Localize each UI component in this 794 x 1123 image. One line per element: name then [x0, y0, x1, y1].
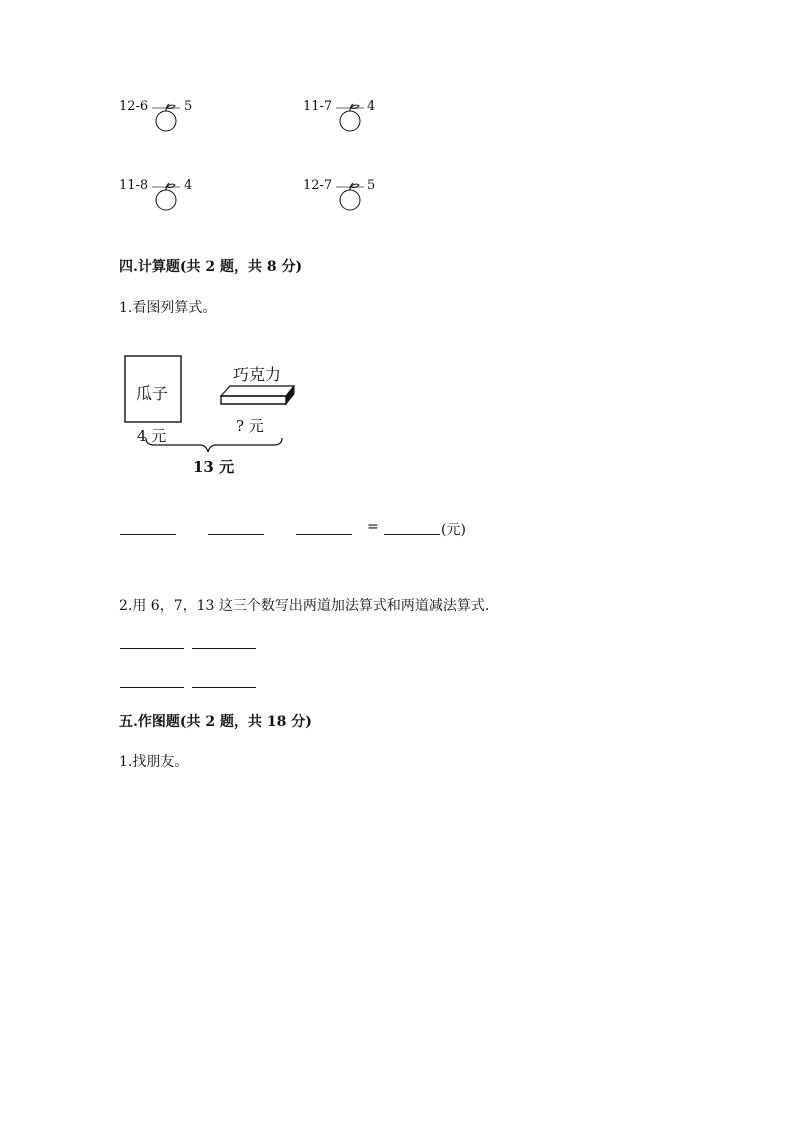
apple-icon[interactable] [334, 179, 366, 211]
chocolate-front-face [221, 396, 286, 404]
comparison-left: 11-7 [303, 99, 333, 114]
section-heading-4: 四.计算题(共 2 题，共 8 分) [119, 259, 303, 275]
total-brace [146, 438, 282, 452]
unit-label: (元) [441, 522, 466, 538]
comparison-right: 5 [184, 99, 193, 114]
answer-blank[interactable] [120, 687, 184, 688]
answer-blank[interactable] [208, 534, 264, 535]
chocolate-label: 巧克力 [233, 365, 282, 384]
answer-blank[interactable] [296, 534, 352, 535]
seed-price: 4 元 [137, 427, 167, 445]
answer-blank[interactable] [120, 534, 176, 535]
question-prompt: 2.用 6，7，13 这三个数写出两道加法算式和两道减法算式. [119, 598, 490, 614]
answer-blank[interactable] [384, 534, 440, 535]
seed-box-label: 瓜子 [136, 384, 169, 403]
comparison-left: 11-8 [119, 178, 149, 193]
apple-icon[interactable] [150, 179, 182, 211]
answer-blank[interactable] [120, 648, 184, 649]
equals-sign: = [367, 519, 379, 535]
question-prompt: 1.看图列算式。 [119, 300, 217, 316]
answer-blank[interactable] [192, 648, 256, 649]
comparison-right: 5 [367, 178, 376, 193]
apple-icon[interactable] [334, 100, 366, 132]
total-price: 13 元 [193, 458, 235, 476]
chocolate-top-face [221, 386, 294, 396]
answer-blank[interactable] [192, 687, 256, 688]
apple-icon[interactable] [150, 100, 182, 132]
section-heading-5: 五.作图题(共 2 题，共 18 分) [119, 714, 312, 730]
comparison-right: 4 [367, 99, 376, 114]
comparison-right: 4 [184, 178, 193, 193]
question-prompt: 1.找朋友。 [119, 754, 189, 770]
chocolate-price: ? 元 [236, 417, 264, 435]
comparison-left: 12-7 [303, 178, 333, 193]
chocolate-side-face [286, 386, 294, 404]
comparison-left: 12-6 [119, 99, 149, 114]
